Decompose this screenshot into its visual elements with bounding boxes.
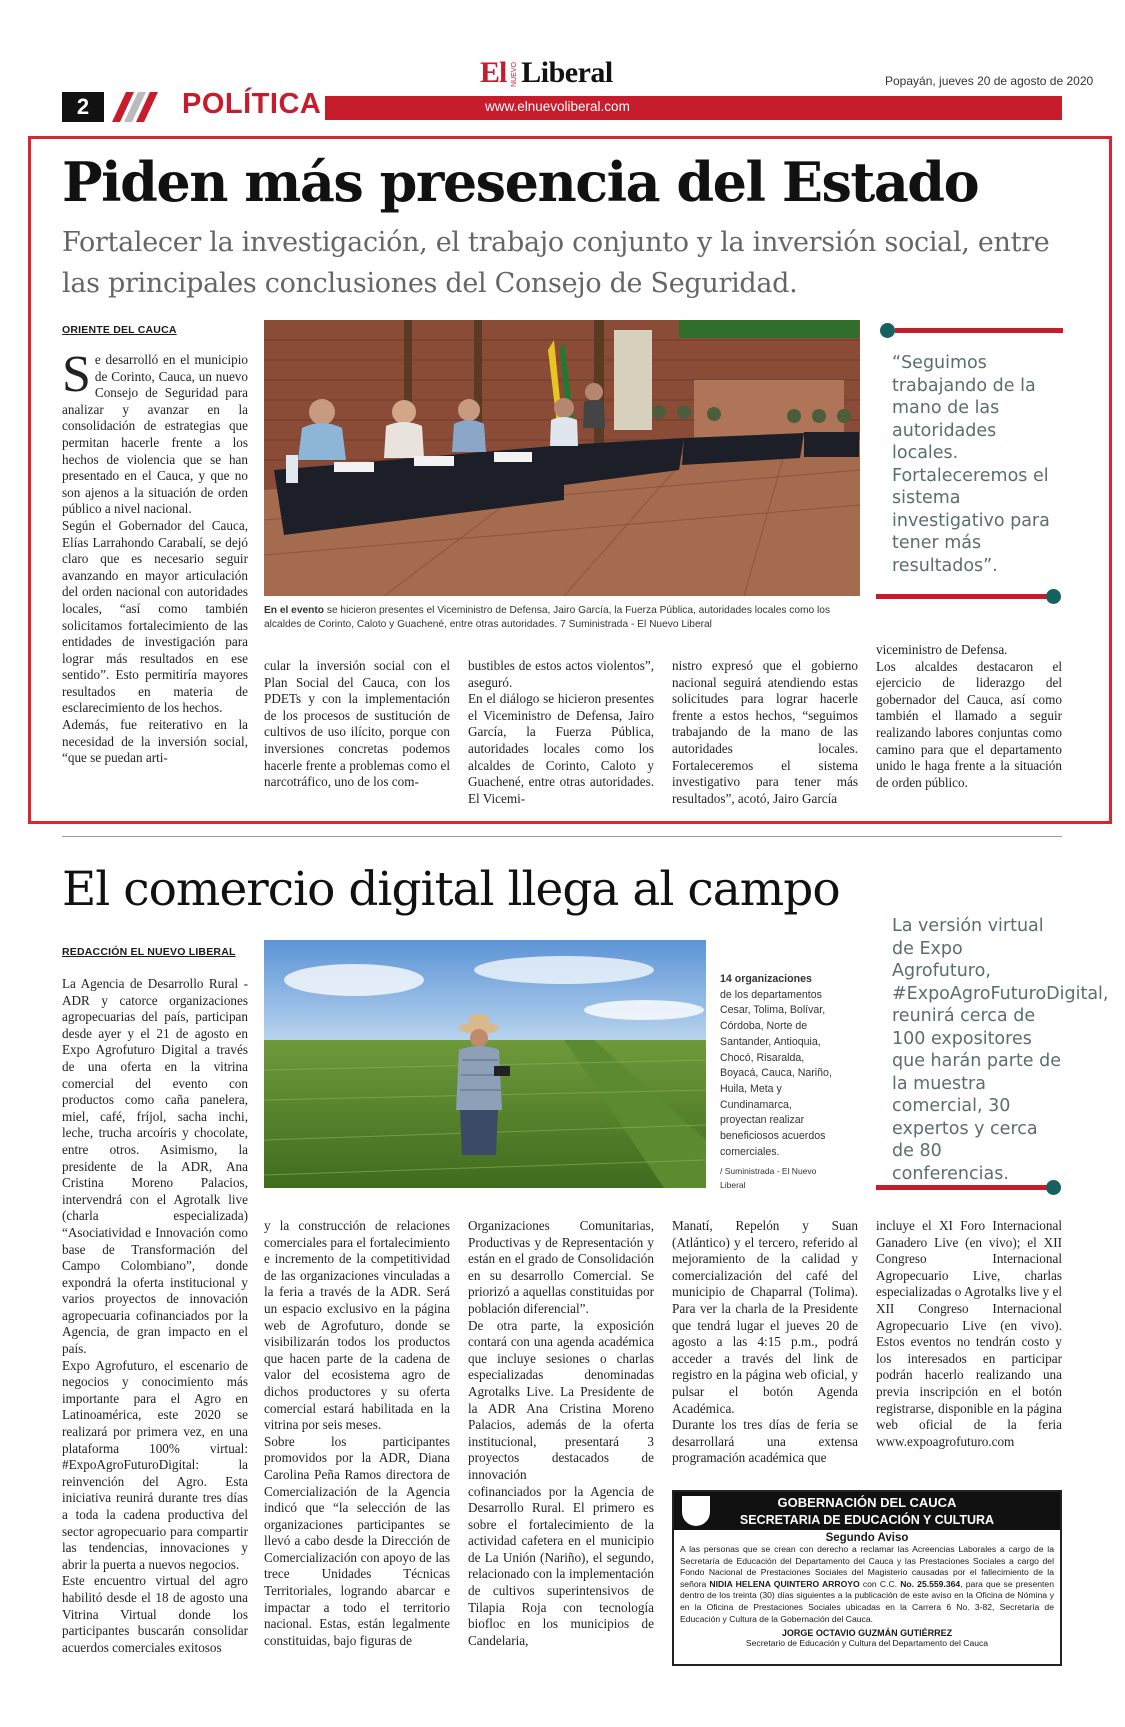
dateline: Popayán, jueves 20 de agosto de 2020 xyxy=(885,74,1094,88)
article2-column-4: Manatí, Repelón y Suan (Atlántico) y el tercero, referido al mejoramiento de la calidad y comercialización del café del municipio de Chaparral (Tolima). Para ver la charla de la Presidente que tendrá lugar el jueves 20 de agosto a las 4:15 p.m., podrá acceder a través del link de registro en la página web oficial, y pulsar el botón Agenda Académica. Durante los tres días de feria se desarrollará una extensa programación académica que xyxy=(672,1218,858,1466)
article1-column-1 xyxy=(62,352,248,812)
section-bar xyxy=(325,96,1062,120)
pullquote2-bottom-rule xyxy=(876,1185,1048,1190)
section-label: POLÍTICA xyxy=(182,88,322,120)
notice-signer-title: Secretario de Educación y Cultura del Departamento del Cauca xyxy=(745,1638,989,1649)
notice-line1: GOBERNACIÓN DEL CAUCA xyxy=(777,1495,957,1510)
article1-column-2: cular la inversión social con el Plan Social del Cauca, con los PDETs y con la implementación de los procesos de sustitución de cultivos de uso ilícito, porque con inversiones concretas podemos hacerle frente a problemas como el narcotráfico, uno de los com- xyxy=(264,658,450,790)
notice-line2: SECRETARIA DE EDUCACIÓN Y CULTURA xyxy=(739,1513,995,1527)
article1-column-4: nistro expresó que el gobierno nacional seguirá atendiendo estas solicitudes para lograr hacerle frente a estos hechos, “seguimos trabajando de la mano de las autoridades locales. Fortaleceremos el sistema investigativo para tener más resultados”, acotó, Jairo García xyxy=(672,658,858,806)
article2-column-2: y la construcción de relaciones comerciales para el fortalecimiento e incremento de la competitividad de las organizaciones vinculadas a la feria a través de la ADR. Será un espacio exclusivo en la página web de Agrofuturo, donde se visibilizarán todos los productos que hacen parte de la cadena de valor del ecosistema agro de dichos productores y su oferta comercial estará habilitada en la vitrina por seis meses. Sobre los participantes promovidos por la ADR, Diana Carolina Peña Ramos directora de Comercialización de la Agencia indicó que “la selección de las organizaciones participantes se llevó a cabo desde la Dirección de Comercialización con apoyo de las trece Unidades Técnicas Territoriales, logrando abarcar e impactar a todo el territorio nacional. Estas, están legalmente constituidas, bajo figuras de xyxy=(264,1218,450,1648)
section-divider xyxy=(62,836,1062,837)
pullquote-bottom-rule xyxy=(876,594,1048,599)
article2-side-caption xyxy=(720,972,838,1192)
side-caption-credit: / Suministrada - El Nuevo Liberal xyxy=(720,1166,817,1191)
section-stripe-icon xyxy=(112,92,160,122)
side-caption-text: de los departamentos Cesar, Tolima, Bolívar, Córdoba, Norte de Santander, Antioquia, Chocó, Risaralda, Boyacá, Cauca, Nariño, Huila, Meta y Cundinamarca, proyectan realizar beneficiosos acuerdos comerciales. xyxy=(720,988,832,1158)
pullquote2-bottom-dot xyxy=(1046,1180,1061,1195)
notice-signer: JORGE OCTAVIO GUZMÁN GUTIÉRREZ xyxy=(781,1628,953,1639)
page-number-box xyxy=(62,92,104,122)
article1-column-3: bustibles de estos actos violentos”, aseguró. En el diálogo se hicieron presentes el Viceministro de Defensa, Jairo García, la Fuerza Pública, autoridades locales como los alcaldes de Corinto, Caloto y Guachené, entre otras autoridades. El Vicemi- xyxy=(468,658,654,806)
article2-column-1: La Agencia de Desarrollo Rural - ADR y catorce organizaciones agropecuarias del país, participan desde ayer y el 21 de agosto en Expo Agrofuturo Digital a través de una oferta en la vitrina comercial del evento con productos como caña panelera, miel, café, fríjol, sacha inchi, leche, trucha arcoíris y chocolate, entre otros. Asimismo, la presidente de la ADR, Ana Cristina Moreno Palacios, intervendrá con el Agrotalk live (charla especializada) “Asociatividad e Innovación como base de Transformación del Campo Colombiano”, donde expondrá la oferta institucional y varios proyectos de innovación agropecuaria cofinanciados por la Agencia, de gran impacto en el país. Expo Agrofuturo, el escenario de negocios y conocimiento más importante para el Agro en Latinoamérica, este 2020 se realizará por primera vez, en una plataforma 100% virtual: #ExpoAgroFuturoDigital: la reinvención del Agro. Esta iniciativa reunirá durante tres días a toda la cadena productiva del sector agropecuario para compartir las tendencias, innovaciones y abrir la puerta a nuevos negocios. Este encuentro virtual del agro habilitó desde el 18 de agosto una Vitrina Virtual donde los participantes buscarán consolidar acuerdos comerciales exitosos xyxy=(62,976,248,1655)
dropcap: S xyxy=(62,352,91,403)
coat-of-arms-icon xyxy=(682,1496,710,1526)
article1-headline: Piden más presencia del Estado xyxy=(62,150,979,214)
article2-column-3: Organizaciones Comunitarias, Productivas y de Representación y están en el grado de Consolidación en su desarrollo Comercial. Se priorizó a aquellas constituidas por población diferencial”. De otra parte, la exposición contará con una agenda académica que incluye sesiones o charlas especializadas denominadas Agrotalks Live. La Presidente de la ADR Ana Cristina Moreno Palacios, además de la oferta institucional, presentará 3 proyectos destacados de innovación cofinanciados por la Agencia de Desarrollo Rural. El primero es sobre el fortalecimiento de la actividad cafetera en el municipio de La Unión (Nariño), el segundo, relacionado con la implementación de cultivos superintensivos de Tilapia Roja con tecnología biofloc en los municipios de Candelaria, xyxy=(468,1218,654,1648)
caption-lead: En el evento xyxy=(264,605,325,616)
article2-column-5: incluye el XI Foro Internacional Ganadero Live (en vivo); el XII Congreso Internacional Agropecuario Live, charlas especializadas o Agrotalks live y el XII Congreso Internacional Agropecuario Live (en vivo). Estos eventos no tendrán costo y los interesados en participar podrán hacerlo realizando una previa inscripción en el botón registrarse, disponible en la página web oficial de la feria www.expoagrofuturo.com xyxy=(876,1218,1062,1449)
security-council-photo xyxy=(264,320,860,596)
notice-header xyxy=(674,1492,1060,1530)
article1-pullquote: “Seguimos trabajando de la mano de las autoridades locales. Fortaleceremos el sistema investigativo para tener más resultados”. xyxy=(892,353,1050,576)
article2-headline: El comercio digital llega al campo xyxy=(62,862,840,917)
logo-liberal: Liberal xyxy=(521,56,613,89)
pullquote-top-rule xyxy=(895,328,1063,333)
article1-col1-text: e desarrolló en el municipio de Corinto, Cauca, un nuevo Consejo de Seguridad para analizar y avanzar en la consolidación de estrategias que permitan hacerle frente a los hechos de violencia que se han presentado en el Cauca, y que no son ajenos a la situación de orden público a nivel nacional. Según el Gobernador del Cauca, Elías Larrahondo Carabalí, se dejó claro que es necesario seguir avanzando en mayor articulación del orden nacional con autoridades locales, “así como también solicitamos fortalecimiento de las entidades de investigación para lograr más resultados en ese sentido”. Esto permitiría mayores resultados en materia de esclarecimiento de los hechos. Además, fue reiterativo en la necesidad de la inversión social, “que se puedan arti- xyxy=(62,352,248,766)
newspaper-logo xyxy=(480,56,613,92)
farmer-field-photo xyxy=(264,940,706,1188)
pullquote-top-dot xyxy=(880,323,895,338)
article1-deck: Fortalecer la investigación, el trabajo conjunto y la inversión social, entre las principales conclusiones del Consejo de Seguridad. xyxy=(62,227,1050,299)
article1-byline: ORIENTE DEL CAUCA xyxy=(62,324,177,336)
article1-column-5: viceministro de Defensa. Los alcaldes destacaron el ejercicio de liderazgo del gobernador del Cauca, así como también el llamado a seguir realizando labores conjuntas como camino para que el departamento unido le haga frente a la situación de orden público. xyxy=(876,642,1062,790)
article1-photo-caption xyxy=(264,604,854,631)
notice-body: A las personas que se crean con derecho a reclamar las Acreencias Laborales a cargo de la Secretaría de Educación del Departamento del Cauca y las Prestaciones Sociales a cargo del Fondo Nacional de Prestaciones Sociales del Magisterio causadas por el fallecimiento de la señora NIDIA HELENA QUINTERO ARROYO con C.C. No. 25.559.364, para que se presenten dentro de los treinta (30) días siguientes a la publicación de este aviso en la Oficina de Nómina y en la Oficina de Prestaciones Sociales ubicadas en la Carrera 6 No. 3-82, Secretaría de Educación y Cultura de la Gobernación del Cauca. xyxy=(680,1544,1054,1624)
website-url[interactable]: www.elnuevoliberal.com xyxy=(485,99,630,114)
caption-text: se hicieron presentes el Viceministro de Defensa, Jairo García, la Fuerza Pública, autoridades locales como los alcaldes de Corinto, Caloto y Guachené, entre otras autoridades. 7 Suministrada - El Nuevo Liberal xyxy=(264,605,831,630)
article2-byline: REDACCIÓN EL NUEVO LIBERAL xyxy=(62,946,236,958)
page-number: 2 xyxy=(76,94,90,119)
article2-pullquote: La versión virtual de Expo Agrofuturo, #ExpoAgroFuturoDigital, reunirá cerca de 100 expositores que harán parte de la muestra comercial, 30 expertos y cerca de 80 conferencias. xyxy=(892,916,1109,1184)
pullquote-bottom-dot xyxy=(1046,589,1061,604)
side-caption-lead: 14 organizaciones xyxy=(720,973,812,985)
logo-nuevo: NUEVO xyxy=(511,62,519,87)
legal-notice xyxy=(672,1490,1062,1666)
notice-subtitle: Segundo Aviso xyxy=(825,1532,909,1544)
logo-el: El xyxy=(480,56,507,89)
